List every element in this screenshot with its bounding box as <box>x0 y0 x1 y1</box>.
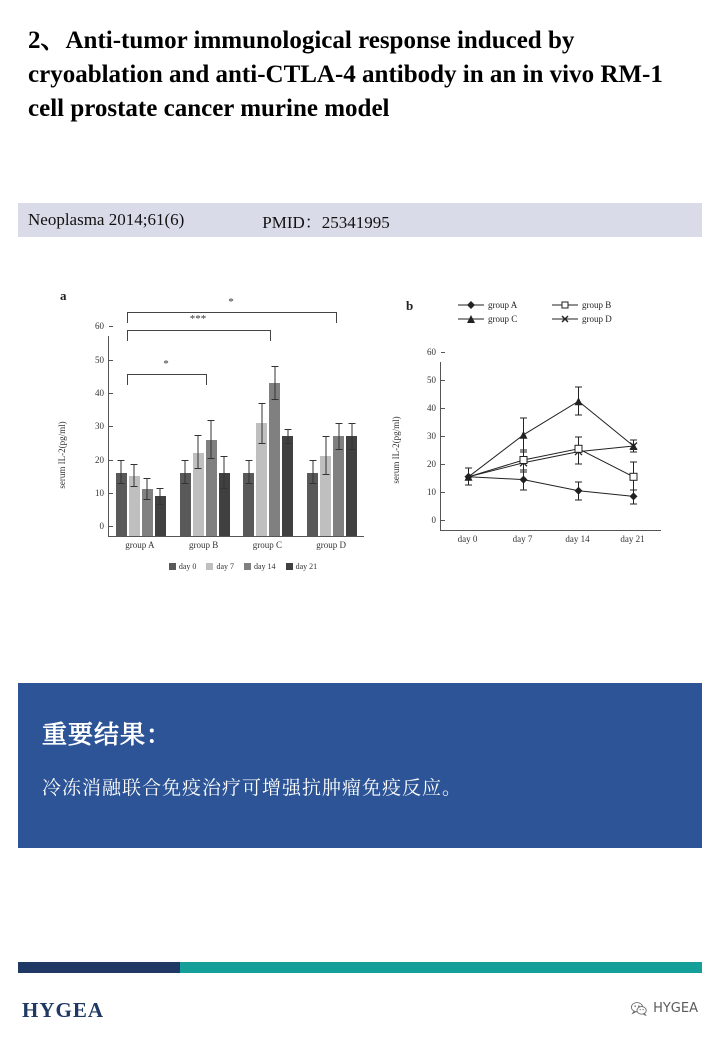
footer-divider <box>18 962 702 973</box>
legend-swatch-day7 <box>206 563 213 570</box>
bar-d-day7 <box>320 456 331 536</box>
figure-container <box>18 270 702 630</box>
conclusion-body: 冷冻消融联合免疫治疗可增强抗肿瘤免疫反应。 <box>42 777 463 799</box>
legend-marker-diamond-icon <box>458 300 484 310</box>
sig-star-a-d: * <box>228 296 234 308</box>
chart-a-bars <box>109 336 364 536</box>
footer-divider-navy <box>18 962 180 973</box>
chart-a-ytick-0: 0 <box>100 521 110 531</box>
bar-group-group-b <box>177 336 233 536</box>
bar-d-day21 <box>346 436 357 536</box>
legend-label-day14: day 14 <box>254 562 276 571</box>
chart-a-xtick-3: group D <box>316 540 346 550</box>
legend-label-day21: day 21 <box>295 562 318 571</box>
chart-a-ytick-50: 50 <box>95 355 109 365</box>
bar-b-day0 <box>180 473 191 536</box>
chart-a-ytick-20: 20 <box>95 455 109 465</box>
bar-d-day14 <box>333 436 344 536</box>
citation-journal: Neoplasma 2014;61(6) <box>28 210 185 229</box>
bar-chart-panel-a <box>57 296 378 600</box>
bar-a-day21 <box>155 496 166 536</box>
citation-pmid: PMID：25341995 <box>262 212 390 232</box>
chart-a-plot <box>95 296 364 537</box>
conclusion-box <box>18 683 702 848</box>
bar-c-day7 <box>256 423 267 536</box>
legend-label-group-c: group C <box>488 314 518 324</box>
bar-a-day14 <box>142 489 153 536</box>
chart-b-ytick-60: 60 <box>427 347 441 357</box>
chart-b-xtick-2: day 14 <box>565 534 590 544</box>
wechat-icon <box>631 1002 647 1016</box>
legend-label-group-d: group D <box>582 314 612 324</box>
footer-divider-teal <box>180 962 702 973</box>
legend-marker-triangle-icon <box>458 314 484 324</box>
chart-b-ytick-0: 0 <box>432 515 442 525</box>
chart-a-xlabels <box>108 540 363 550</box>
footer-brand: HYGEA <box>22 998 105 1022</box>
chart-b-xtick-3: day 21 <box>620 534 645 544</box>
chart-b-xlabels <box>440 534 660 544</box>
chart-b-ytick-40: 40 <box>427 403 441 413</box>
chart-a-xtick-1: group B <box>189 540 219 550</box>
legend-item-day0 <box>169 562 197 571</box>
chart-b-ytick-30: 30 <box>427 431 441 441</box>
bar-b-day21 <box>219 473 230 536</box>
chart-b-series-svg <box>441 362 661 530</box>
legend-item-day7 <box>206 562 234 571</box>
bar-b-day7 <box>193 453 204 536</box>
panel-b-label: b <box>406 298 414 313</box>
legend-label-group-b: group B <box>582 300 612 310</box>
chart-b-xtick-0: day 0 <box>457 534 478 544</box>
legend-item-group-d <box>552 314 632 324</box>
bar-c-day14 <box>269 383 280 536</box>
conclusion-heading: 重要结果： <box>42 720 173 749</box>
chart-a-ytick-60: 60 <box>95 321 109 331</box>
page-title: 2、Anti-tumor immunological response induced by cryoablation and anti-CTLA-4 antibody in an in vivo RM-1 cell prostate cancer murine model <box>28 27 663 122</box>
bar-c-day21 <box>282 436 293 536</box>
sig-bracket-a-d <box>127 312 337 323</box>
sig-star-a-b: * <box>163 358 169 370</box>
legend-swatch-day21 <box>286 563 293 570</box>
footer-wechat <box>631 1001 698 1016</box>
legend-label-day7: day 7 <box>216 562 234 571</box>
legend-item-group-a <box>458 300 538 310</box>
chart-a-ytick-40: 40 <box>95 388 109 398</box>
chart-a-ytick-10: 10 <box>95 488 109 498</box>
chart-a-ytick-30: 30 <box>95 421 109 431</box>
bar-a-day7 <box>129 476 140 536</box>
chart-a-ylabel: serum IL-2(pg/ml) <box>57 421 67 489</box>
legend-item-group-b <box>552 300 632 310</box>
chart-a-xtick-2: group C <box>252 540 282 550</box>
citation-bar <box>18 203 702 237</box>
chart-a-legend <box>118 562 368 571</box>
legend-marker-square-icon <box>552 300 578 310</box>
legend-swatch-day0 <box>169 563 176 570</box>
legend-item-day21 <box>286 562 318 571</box>
legend-label-group-a: group A <box>488 300 518 310</box>
legend-swatch-day14 <box>244 563 251 570</box>
bar-group-group-a <box>113 336 169 536</box>
legend-marker-cross-icon <box>552 314 578 324</box>
chart-b-ytick-50: 50 <box>427 375 441 385</box>
bar-group-group-d <box>304 336 360 536</box>
panel-a-label: a <box>60 288 67 303</box>
bar-b-day14 <box>206 440 217 536</box>
footer-wechat-label: HYGEA <box>653 1001 698 1016</box>
chart-b-ytick-10: 10 <box>427 487 441 497</box>
bar-group-group-c <box>240 336 296 536</box>
chart-b-ytick-20: 20 <box>427 459 441 469</box>
bar-a-day0 <box>116 473 127 536</box>
bar-d-day0 <box>307 473 318 536</box>
legend-item-group-c <box>458 314 538 324</box>
chart-b-xtick-1: day 7 <box>512 534 533 544</box>
line-chart-panel-b <box>391 300 698 600</box>
legend-item-day14 <box>244 562 276 571</box>
sig-star-a-c: *** <box>189 313 207 325</box>
legend-label-day0: day 0 <box>178 562 197 571</box>
chart-b-ylabel: serum IL-2(pg/ml) <box>391 416 401 484</box>
chart-b-legend <box>458 300 648 328</box>
bar-c-day0 <box>243 473 254 536</box>
chart-a-xtick-0: group A <box>125 540 155 550</box>
chart-b-plot <box>427 347 661 531</box>
